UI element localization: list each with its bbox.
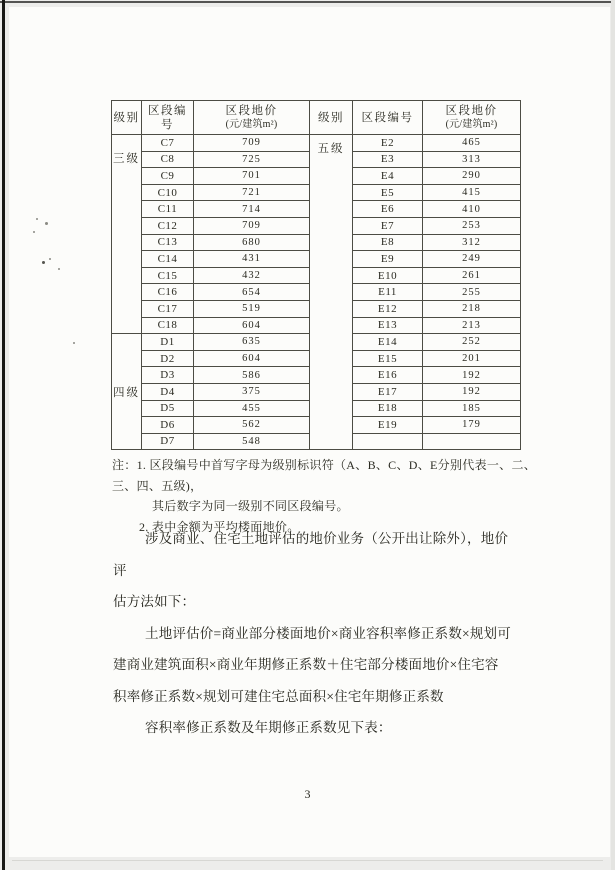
zone-price-cell: 709 (194, 135, 310, 152)
zone-price-cell: 218 (423, 300, 521, 317)
zone-price-cell: 562 (194, 417, 310, 434)
zone-code-cell: D5 (142, 400, 194, 417)
header-price-left (194, 101, 310, 135)
zone-price-cell: 701 (194, 168, 310, 185)
zone-price-cell: 680 (194, 234, 310, 251)
zone-code-cell: E7 (353, 217, 423, 234)
zone-code-cell: E17 (353, 383, 423, 400)
zone-price-cell: 179 (423, 417, 521, 434)
zone-code-cell: C7 (142, 135, 194, 152)
zone-price-cell: 431 (194, 251, 310, 268)
zone-price-cell: 213 (423, 317, 521, 334)
zone-code-cell: E15 (353, 350, 423, 367)
zone-price-cell: 654 (194, 284, 310, 301)
zone-price-cell: 375 (194, 383, 310, 400)
table-row (112, 135, 521, 152)
zone-code-cell: E11 (353, 284, 423, 301)
header-price-title: 区段地价 (445, 104, 498, 117)
zone-price-cell: 201 (423, 350, 521, 367)
paragraph-line: 容积率修正系数及年期修正系数见下表： (145, 720, 392, 735)
scan-edge-right (611, 0, 615, 870)
zone-price-cell: 586 (194, 367, 310, 384)
body-text (113, 523, 513, 744)
zone-price-cell: 192 (423, 383, 521, 400)
zone-code-cell: C18 (142, 317, 194, 334)
header-level-right: 级别 (310, 101, 353, 135)
zone-price-cell: 635 (194, 334, 310, 351)
paragraph-line: 建商业建筑面积×商业年期修正系数＋住宅部分楼面地价×住宅容 (113, 657, 499, 672)
header-price-unit: (元/建筑m²) (445, 118, 498, 130)
zone-price-cell: 604 (194, 350, 310, 367)
zone-price-cell: 410 (423, 201, 521, 218)
zone-code-cell (353, 433, 423, 450)
zone-price-cell: 192 (423, 367, 521, 384)
zone-price-cell: 714 (194, 201, 310, 218)
zone-code-cell: C8 (142, 151, 194, 168)
zone-code-cell: C17 (142, 300, 194, 317)
zone-price-cell: 252 (423, 334, 521, 351)
paragraph-line: 估方法如下： (113, 594, 196, 609)
zone-price-cell: 455 (194, 400, 310, 417)
zone-code-cell: E12 (353, 300, 423, 317)
header-level-left: 级别 (112, 101, 142, 135)
zone-price-cell: 255 (423, 284, 521, 301)
footnote-line: 2. 表中金额为平均楼面地价。 (139, 519, 300, 534)
zone-code-cell: C14 (142, 251, 194, 268)
zone-code-cell: D7 (142, 433, 194, 450)
header-zone-left: 区段编号 (142, 101, 194, 135)
zone-code-cell: D3 (142, 367, 194, 384)
zone-price-cell: 253 (423, 217, 521, 234)
zone-code-cell: E4 (353, 168, 423, 185)
scan-edge-left (2, 0, 5, 870)
footnote-line: 其后数字为同一级别不同区段编号。 (152, 499, 349, 513)
page-number: 3 (304, 787, 311, 801)
zone-code-cell: E13 (353, 317, 423, 334)
zone-code-cell: C11 (142, 201, 194, 218)
zone-code-cell: C13 (142, 234, 194, 251)
zone-price-cell: 313 (423, 151, 521, 168)
zone-code-cell: C16 (142, 284, 194, 301)
header-price-unit: (元/建筑m²) (225, 118, 278, 130)
land-price-table (111, 100, 521, 450)
zone-code-cell: D1 (142, 334, 194, 351)
paragraph-line: 积率修正系数×规划可建住宅总面积×住宅年期修正系数 (113, 688, 444, 704)
zone-code-cell: E16 (353, 367, 423, 384)
zone-code-cell: E6 (353, 201, 423, 218)
zone-code-cell: C9 (142, 168, 194, 185)
zone-price-cell: 312 (423, 234, 521, 251)
scan-speckle (45, 222, 48, 225)
zone-price-cell: 519 (194, 300, 310, 317)
header-price-right (423, 101, 521, 135)
paragraph-line: 土地评估价=商业部分楼面地价×商业容积率修正系数×规划可 (145, 625, 511, 641)
zone-price-cell: 604 (194, 317, 310, 334)
scan-speckle (42, 261, 45, 264)
zone-code-cell: C10 (142, 184, 194, 201)
zone-code-cell: E8 (353, 234, 423, 251)
zone-code-cell: E10 (353, 267, 423, 284)
paragraph-line: 涉及商业、住宅土地评估的地价业务（公开出让除外），地价评 (113, 531, 509, 578)
scan-speckle (58, 268, 60, 270)
zone-price-cell: 261 (423, 267, 521, 284)
level-group-grade4: 四级 (112, 334, 142, 450)
zone-price-cell: 249 (423, 251, 521, 268)
zone-code-cell: E5 (353, 184, 423, 201)
level-group-grade5: 五级 (310, 135, 353, 450)
level-group-grade3: 三级 (112, 135, 142, 334)
scan-speckle (49, 258, 51, 260)
scan-speckle (36, 218, 38, 220)
zone-code-cell: C12 (142, 217, 194, 234)
zone-code-cell: D6 (142, 417, 194, 434)
zone-price-cell: 185 (423, 400, 521, 417)
scan-speckle (73, 342, 75, 344)
footnote-line: 注：1. 区段编号中首写字母为级别标识符（A、B、C、D、E分别代表一、二、三、四、五级)， (112, 458, 537, 493)
zone-price-cell: 725 (194, 151, 310, 168)
zone-price-cell: 415 (423, 184, 521, 201)
header-price-title: 区段地价 (225, 104, 278, 117)
zone-price-cell: 709 (194, 217, 310, 234)
zone-code-cell: D2 (142, 350, 194, 367)
zone-code-cell: E14 (353, 334, 423, 351)
zone-price-cell: 290 (423, 168, 521, 185)
table-header-row (112, 101, 521, 135)
zone-code-cell: C15 (142, 267, 194, 284)
zone-price-cell: 432 (194, 267, 310, 284)
header-zone-right: 区段编号 (353, 101, 423, 135)
zone-code-cell: E3 (353, 151, 423, 168)
zone-price-cell: 721 (194, 184, 310, 201)
zone-price-cell: 465 (423, 135, 521, 152)
scan-speckle (33, 231, 35, 233)
zone-code-cell: E19 (353, 417, 423, 434)
zone-code-cell: D4 (142, 383, 194, 400)
zone-code-cell: E2 (353, 135, 423, 152)
zone-price-cell: 548 (194, 433, 310, 450)
scan-edge-bottom (12, 860, 603, 861)
zone-code-cell: E18 (353, 400, 423, 417)
scan-edge-top (0, 1, 615, 3)
zone-price-cell (423, 433, 521, 450)
zone-code-cell: E9 (353, 251, 423, 268)
